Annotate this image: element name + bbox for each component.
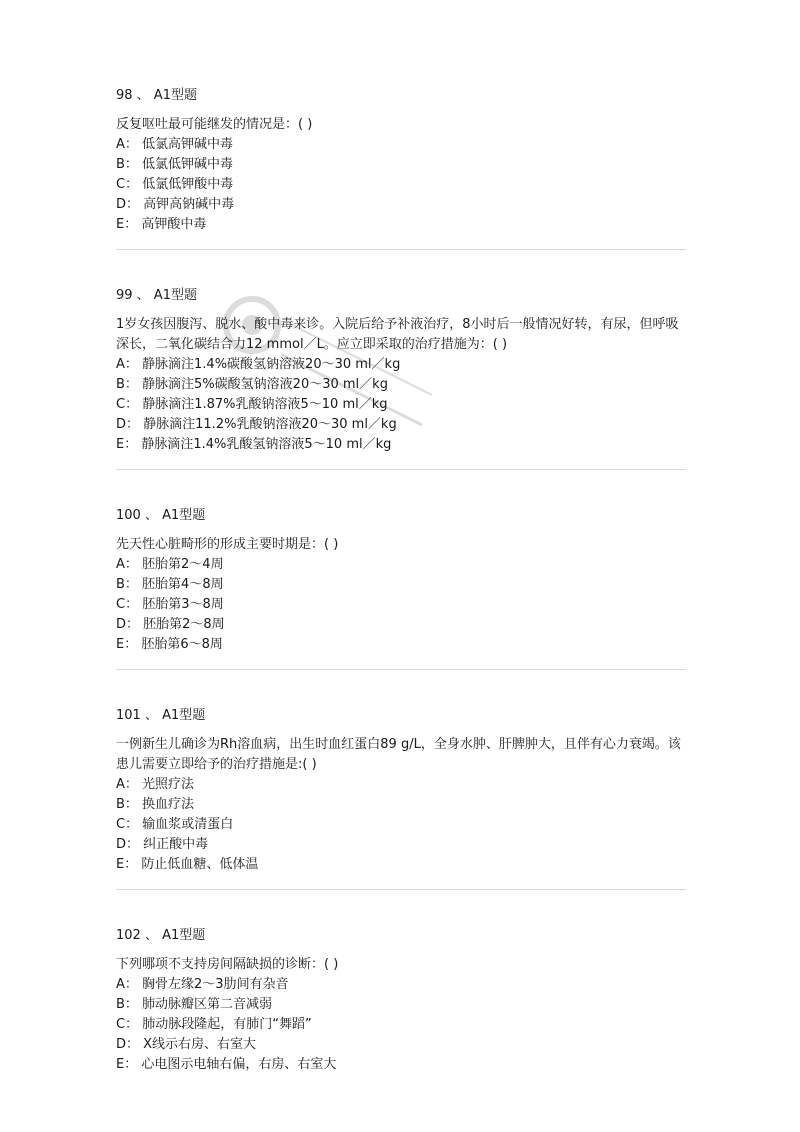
option-b: B： 肺动脉瓣区第二音减弱 — [116, 997, 273, 1012]
question-divider — [116, 249, 686, 250]
option-c: C： 肺动脉段隆起，有肺门“舞蹈” — [116, 1017, 312, 1032]
option-a: A： 胚胎第2～4周 — [116, 557, 224, 572]
option-b: B： 静脉滴注5%碳酸氢钠溶液20～30 ml／kg — [116, 377, 388, 392]
option-a: A： 光照疗法 — [116, 777, 195, 792]
question-title: 100 、 A1型题 — [116, 508, 206, 523]
question-100 — [116, 506, 686, 655]
option-d: D： X线示右房、右室大 — [116, 1037, 257, 1052]
question-divider — [116, 889, 686, 890]
question-stem: 反复呕吐最可能继发的情况是：( ) — [116, 117, 313, 132]
question-99 — [116, 286, 686, 455]
question-title: 101 、 A1型题 — [116, 708, 206, 723]
question-divider — [116, 669, 686, 670]
option-b: B： 换血疗法 — [116, 797, 195, 812]
option-c: C： 输血浆或清蛋白 — [116, 817, 234, 832]
option-e: E： 胚胎第6～8周 — [116, 637, 223, 652]
question-102 — [116, 926, 686, 1075]
question-stem: 先天性心脏畸形的形成主要时期是：( ) — [116, 537, 339, 552]
option-c: C： 静脉滴注1.87%乳酸钠溶液5～10 ml／kg — [116, 397, 388, 412]
option-c: C： 低氯低钾酸中毒 — [116, 177, 234, 192]
option-d: D： 高钾高钠碱中毒 — [116, 197, 235, 212]
option-d: D： 胚胎第2～8周 — [116, 617, 225, 632]
option-a: A： 低氯高钾碱中毒 — [116, 137, 234, 152]
question-stem: 1岁女孩因腹泻、脱水、酸中毒来诊。入院后给予补液治疗，8小时后一般情况好转，有尿，但呼吸深长，二氧化碳结合力12 mmol／L。应立即采取的治疗措施为：( ) — [116, 317, 679, 352]
question-title: 99 、 A1型题 — [116, 288, 197, 303]
option-c: C： 胚胎第3～8周 — [116, 597, 224, 612]
option-e: E： 高钾酸中毒 — [116, 217, 207, 232]
option-e: E： 静脉滴注1.4%乳酸氢钠溶液5～10 ml／kg — [116, 437, 392, 452]
question-101 — [116, 706, 686, 875]
option-d: D： 纠正酸中毒 — [116, 837, 209, 852]
question-stem: 下列哪项不支持房间隔缺损的诊断：( ) — [116, 957, 339, 972]
option-a: A： 静脉滴注1.4%碳酸氢钠溶液20～30 ml／kg — [116, 357, 401, 372]
option-e: E： 防止低血糖、低体温 — [116, 857, 259, 872]
question-98 — [116, 86, 686, 235]
question-divider — [116, 469, 686, 470]
option-a: A： 胸骨左缘2～3肋间有杂音 — [116, 977, 289, 992]
question-title: 98 、 A1型题 — [116, 88, 197, 103]
option-b: B： 低氯低钾碱中毒 — [116, 157, 234, 172]
option-e: E： 心电图示电轴右偏，右房、右室大 — [116, 1057, 337, 1072]
question-stem: 一例新生儿确诊为Rh溶血病，出生时血红蛋白89 g/L，全身水肿、肝脾肿大，且伴有心力衰竭。该患儿需要立即给予的治疗措施是:( ) — [116, 737, 681, 772]
question-title: 102 、 A1型题 — [116, 928, 206, 943]
option-b: B： 胚胎第4～8周 — [116, 577, 224, 592]
option-d: D： 静脉滴注11.2%乳酸钠溶液20～30 ml／kg — [116, 417, 397, 432]
